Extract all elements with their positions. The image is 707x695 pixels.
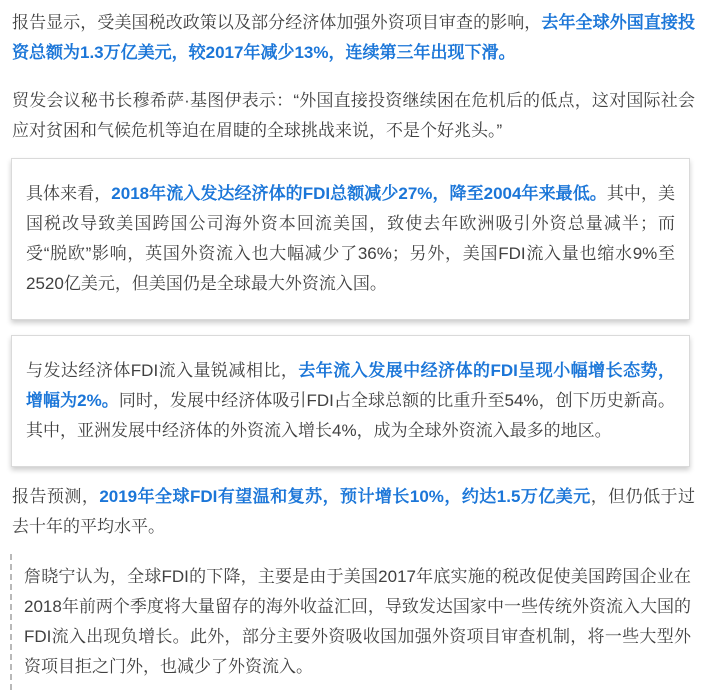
paragraph-text: 与发达经济体FDI流入量锐减相比， bbox=[26, 361, 299, 380]
paragraph-text: 报告显示，受美国税改政策以及部分经济体加强外资项目审查的影响， bbox=[12, 13, 542, 32]
paragraph-report-summary bbox=[12, 8, 695, 68]
paragraph-secretary-quote bbox=[12, 86, 695, 146]
highlighted-statistic: 去年流入发展中经济体的FDI呈现小幅增长态势，增幅为2%。 bbox=[26, 361, 675, 410]
paragraph-text: ，但仍低于过去十年的平均水平。 bbox=[12, 487, 696, 536]
highlighted-statistic: 2019年全球FDI有望温和复苏，预计增长10%，约达1.5万亿美元 bbox=[99, 487, 591, 506]
paragraph-text: 其中，美国税改导致美国跨国公司海外资本回流美国，致使去年欧洲吸引外资总量减半；而受“脱欧”影响，英国外资流入也大幅减少了36%；另外，美国FDI流入量也缩水9%至2520亿美元，但美国仍是全球最大外资流入国。 bbox=[26, 184, 676, 293]
blockquote-expert-analysis bbox=[10, 554, 695, 690]
paragraph-text: 报告预测， bbox=[12, 487, 100, 506]
callout-box-developed-economies bbox=[11, 158, 690, 320]
paragraph-text: 同时，发展中经济体吸引FDI占全球总额的比重升至54%，创下历史新高。其中，亚洲发展中经济体的外资流入增长4%，成为全球外资流入最多的地区。 bbox=[26, 391, 675, 440]
highlighted-statistic: 去年全球外国直接投资总额为1.3万亿美元，较2017年减少13%，连续第三年出现下滑。 bbox=[12, 13, 696, 62]
paragraph-forecast bbox=[12, 482, 695, 542]
highlighted-statistic: 2018年流入发达经济体的FDI总额减少27%，降至2004年来最低。 bbox=[111, 184, 607, 203]
callout-box-developing-economies bbox=[11, 335, 690, 467]
paragraph-text: 贸发会议秘书长穆希萨·基图伊表示：“外国直接投资继续困在危机后的低点，这对国际社会应对贫困和气候危机等迫在眉睫的全球挑战来说，不是个好兆头。” bbox=[12, 91, 695, 140]
paragraph-text: 詹晓宁认为，全球FDI的下降，主要是由于美国2017年底实施的税改促使美国跨国企业在2018年前两个季度将大量留存的海外收益汇回，导致发达国家中一些传统外资流入大国的FDI流入出现负增长。此外，部分主要外资吸收国加强外资项目审查机制，将一些大型外资项目拒之门外，也减少了外资流入。 bbox=[24, 567, 691, 676]
paragraph-text: 具体来看， bbox=[26, 184, 112, 203]
